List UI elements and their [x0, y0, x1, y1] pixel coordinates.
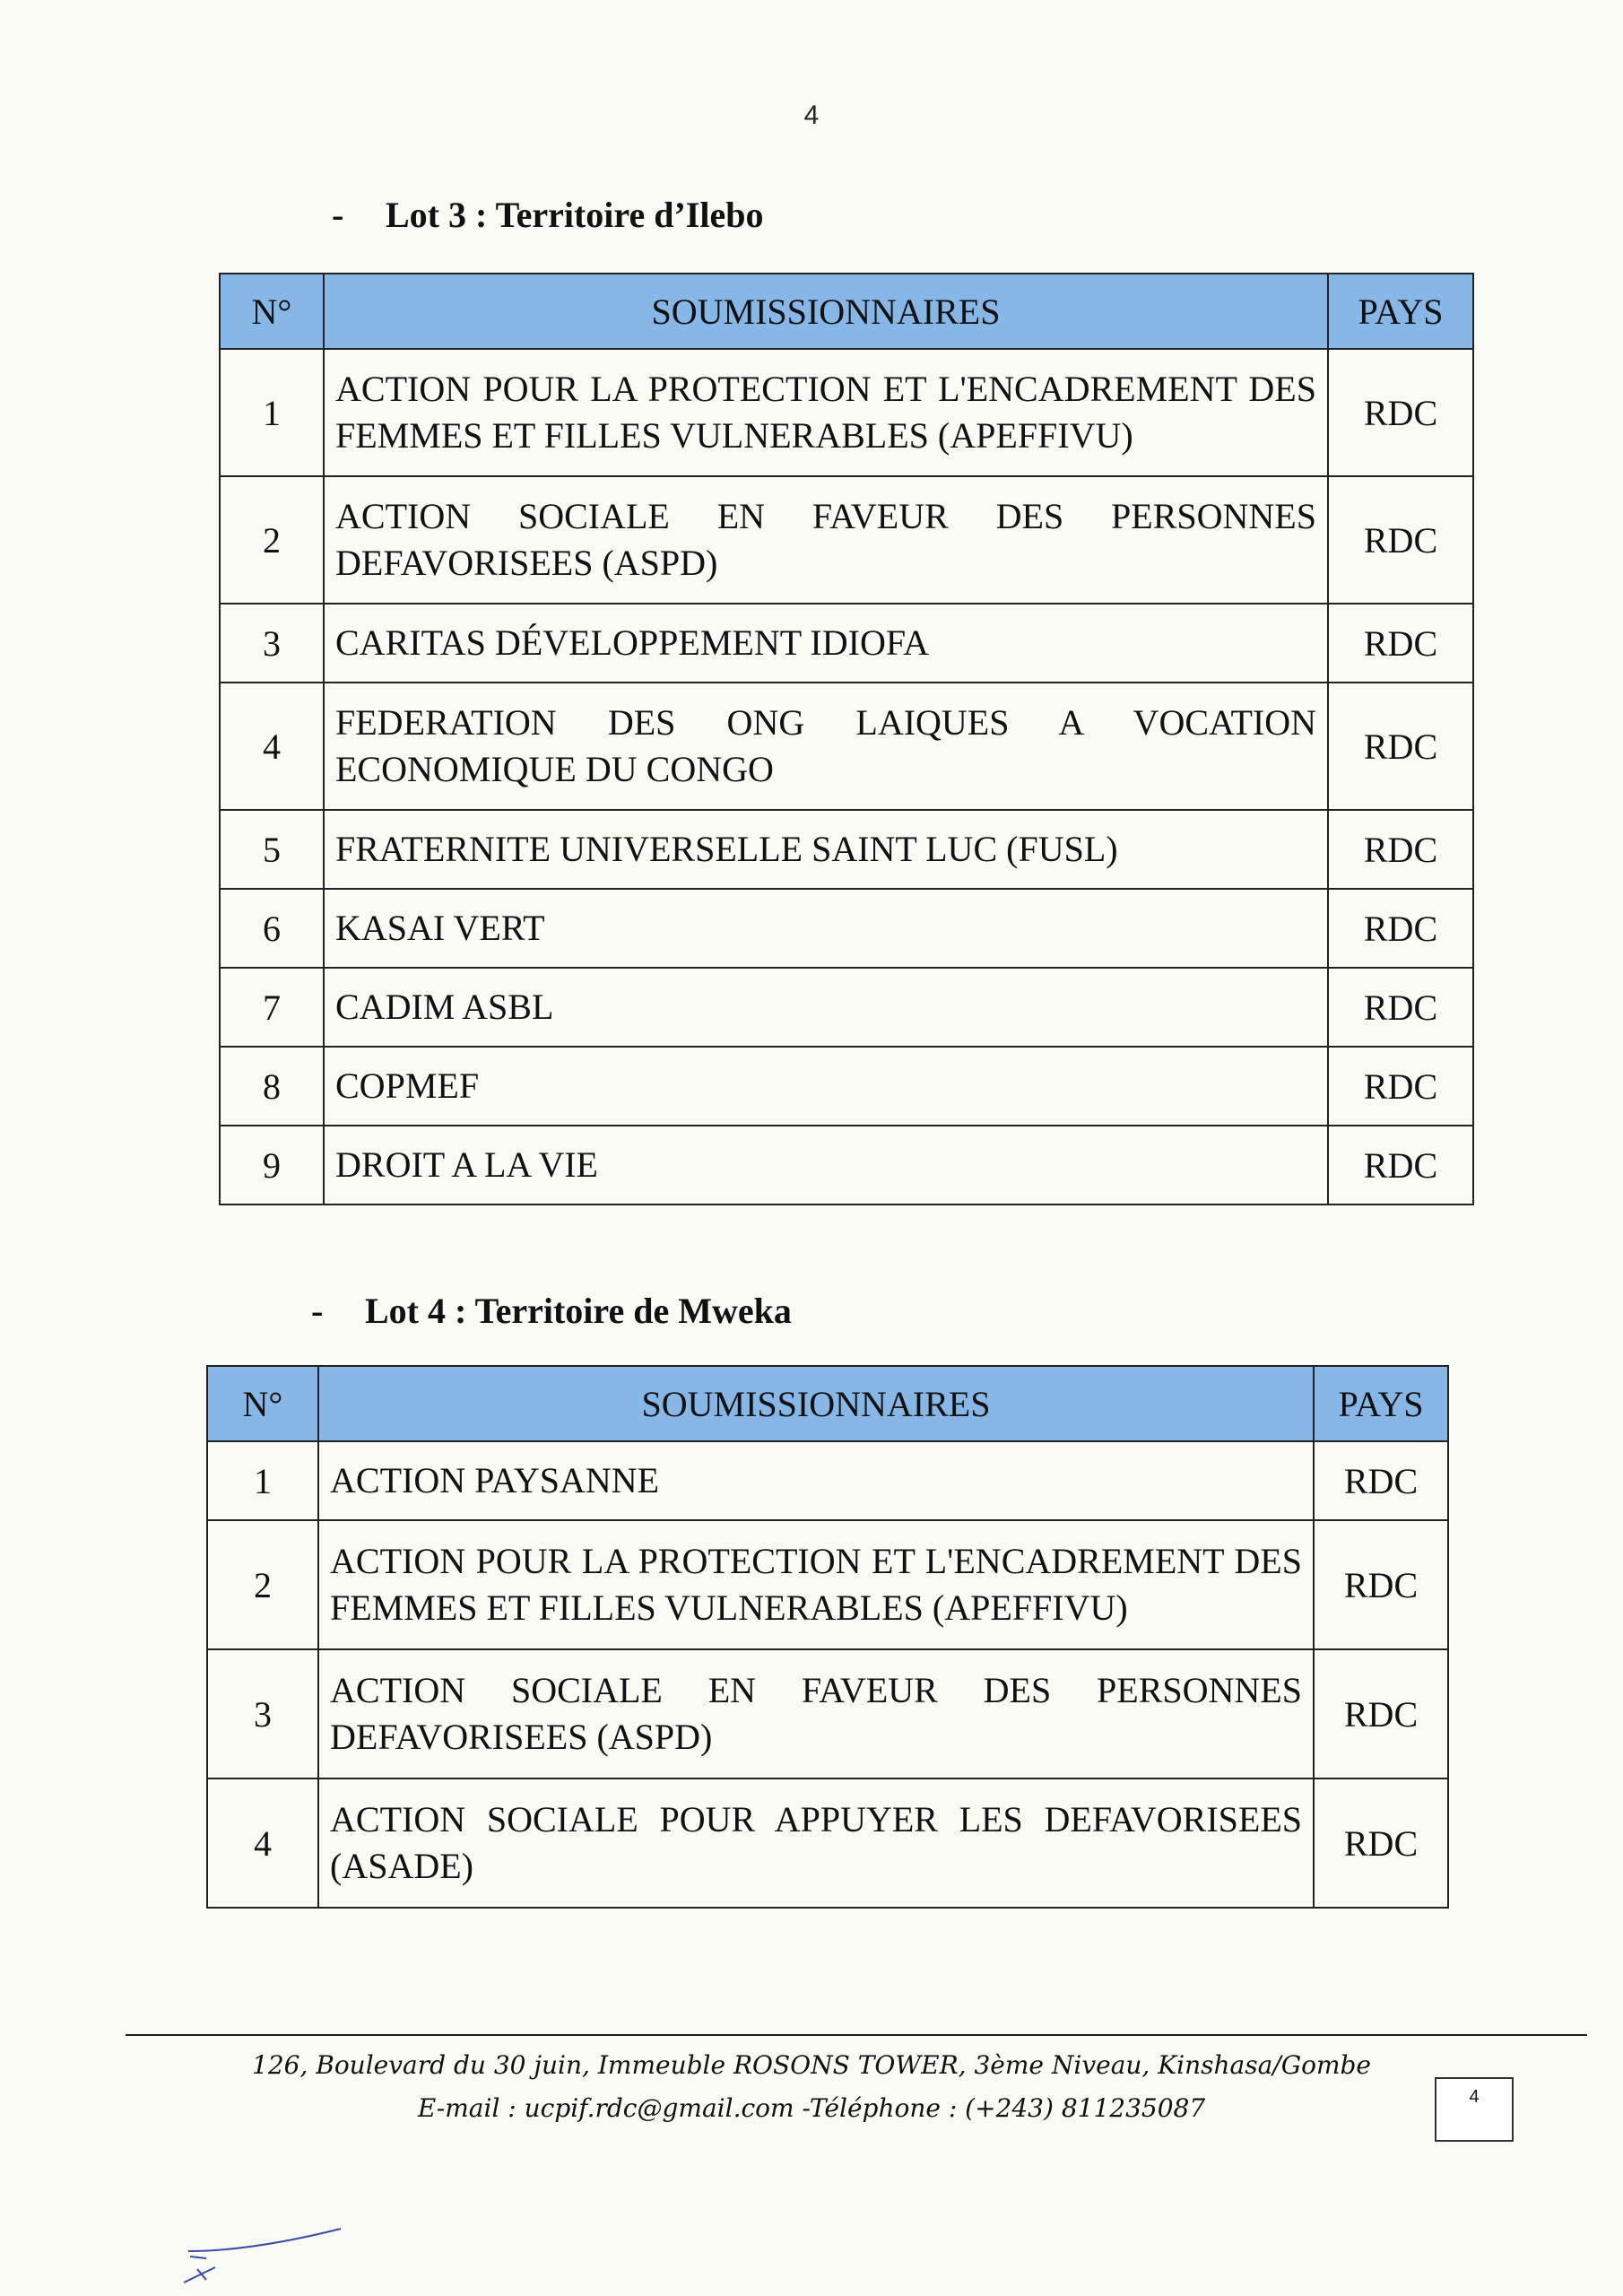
bidder-name: CADIM ASBL [324, 968, 1328, 1047]
bidder-name: COPMEF [324, 1047, 1328, 1126]
bidder-country: RDC [1314, 1520, 1448, 1649]
header-number: N° [220, 274, 324, 349]
table-row [207, 1520, 1448, 1649]
table-row [207, 1441, 1448, 1520]
table-header-row [220, 274, 1473, 349]
header-bidders: SOUMISSIONNAIRES [324, 274, 1328, 349]
header-country: PAYS [1328, 274, 1473, 349]
row-number: 2 [220, 476, 324, 604]
page-number: 4 [803, 100, 820, 130]
row-number: 7 [220, 968, 324, 1047]
bidder-country: RDC [1314, 1779, 1448, 1908]
bidder-country: RDC [1328, 683, 1473, 810]
row-number: 3 [207, 1649, 318, 1779]
bidder-name: ACTION PAYSANNE [318, 1441, 1314, 1520]
table-row [207, 1649, 1448, 1779]
bidder-name: KASAI VERT [324, 889, 1328, 968]
bidder-name: DROIT A LA VIE [324, 1126, 1328, 1205]
bidder-name: FEDERATION DES ONG LAIQUES A VOCATION ECONOMIQUE DU CONGO [324, 683, 1328, 810]
lot-4-heading [311, 1290, 792, 1332]
row-number: 1 [220, 349, 324, 476]
bidder-country: RDC [1328, 810, 1473, 889]
bidder-country: RDC [1328, 968, 1473, 1047]
bidder-name: ACTION SOCIALE EN FAVEUR DES PERSONNES DEFAVORISEES (ASPD) [318, 1649, 1314, 1779]
bidder-country: RDC [1328, 1126, 1473, 1205]
bidder-country: RDC [1314, 1441, 1448, 1520]
table-row [207, 1779, 1448, 1908]
bidder-country: RDC [1328, 604, 1473, 683]
header-country: PAYS [1314, 1366, 1448, 1441]
bidder-name: ACTION SOCIALE EN FAVEUR DES PERSONNES DEFAVORISEES (ASPD) [324, 476, 1328, 604]
row-number: 2 [207, 1520, 318, 1649]
row-number: 4 [220, 683, 324, 810]
bidder-name: CARITAS DÉVELOPPEMENT IDIOFA [324, 604, 1328, 683]
table-row [220, 683, 1473, 810]
header-bidders: SOUMISSIONNAIRES [318, 1366, 1314, 1441]
row-number: 3 [220, 604, 324, 683]
table-row [220, 349, 1473, 476]
bidder-country: RDC [1328, 889, 1473, 968]
lot-3-heading [332, 194, 763, 236]
bidder-country: RDC [1328, 476, 1473, 604]
row-number: 4 [207, 1779, 318, 1908]
table-row [220, 1126, 1473, 1205]
row-number: 5 [220, 810, 324, 889]
lot-3-title: Lot 3 : Territoire d’Ilebo [386, 195, 764, 235]
bidder-name: FRATERNITE UNIVERSELLE SAINT LUC (FUSL) [324, 810, 1328, 889]
table-row [220, 889, 1473, 968]
row-number: 8 [220, 1047, 324, 1126]
bidder-country: RDC [1328, 349, 1473, 476]
table-row [220, 604, 1473, 683]
bidder-country: RDC [1328, 1047, 1473, 1126]
bidder-name: ACTION SOCIALE POUR APPUYER LES DEFAVORISEES (ASADE) [318, 1779, 1314, 1908]
bullet-dash: - [311, 1291, 324, 1331]
row-number: 9 [220, 1126, 324, 1205]
bullet-dash: - [332, 195, 344, 235]
signature-mark [179, 2224, 359, 2287]
lot-3-bidders-table [219, 273, 1474, 1205]
table-row [220, 810, 1473, 889]
table-row [220, 1047, 1473, 1126]
row-number: 1 [207, 1441, 318, 1520]
lot-4-bidders-table [206, 1365, 1449, 1909]
bidder-name: ACTION POUR LA PROTECTION ET L'ENCADREMENT DES FEMMES ET FILLES VULNERABLES (APEFFIVU) [324, 349, 1328, 476]
footer-divider [126, 2034, 1587, 2036]
table-header-row [207, 1366, 1448, 1441]
bidder-country: RDC [1314, 1649, 1448, 1779]
footer-page-number-box: 4 [1435, 2077, 1514, 2142]
lot-4-title: Lot 4 : Territoire de Mweka [365, 1291, 792, 1331]
bidder-name: ACTION POUR LA PROTECTION ET L'ENCADREMENT DES FEMMES ET FILLES VULNERABLES (APEFFIVU) [318, 1520, 1314, 1649]
footer-address: 126, Boulevard du 30 juin, Immeuble ROSONS TOWER, 3ème Niveau, Kinshasa/Gombe [252, 2050, 1371, 2080]
header-number: N° [207, 1366, 318, 1441]
row-number: 6 [220, 889, 324, 968]
table-row [220, 968, 1473, 1047]
table-row [220, 476, 1473, 604]
footer-contact: E-mail : ucpif.rdc@gmail.com -Téléphone : (+243) 811235087 [417, 2093, 1206, 2123]
